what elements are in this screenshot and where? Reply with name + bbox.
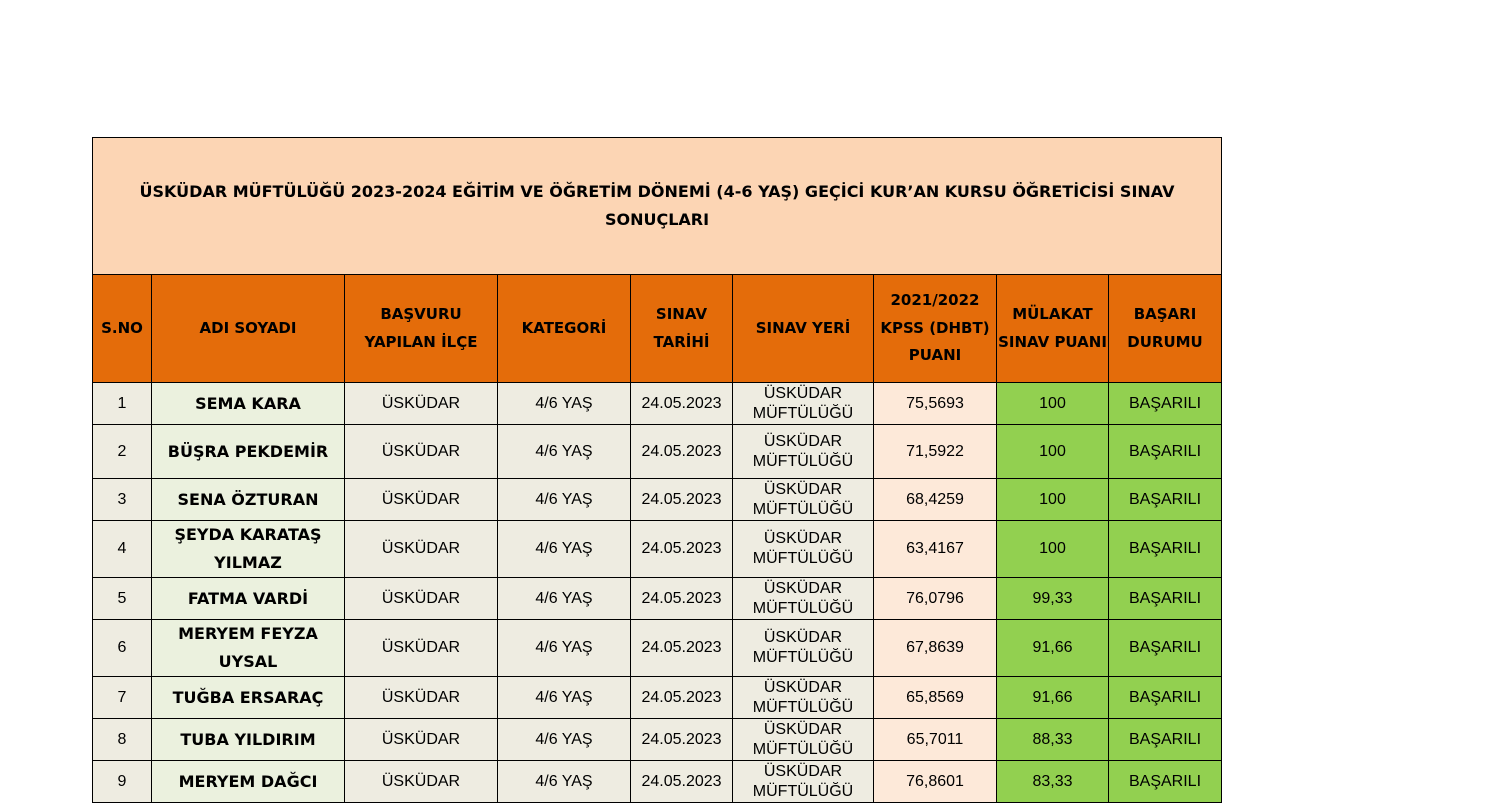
cell-name: TUĞBA ERSARAÇ: [152, 677, 345, 719]
cell-kpss: 76,0796: [874, 578, 997, 620]
cell-name: TUBA YILDIRIM: [152, 719, 345, 761]
cell-yer: ÜSKÜDAR MÜFTÜLÜĞÜ: [733, 425, 874, 479]
cell-tarih: 24.05.2023: [631, 677, 733, 719]
cell-kpss: 65,7011: [874, 719, 997, 761]
cell-mulakat: 100: [997, 521, 1109, 578]
header-name: ADI SOYADI: [152, 275, 345, 383]
cell-kpss: 65,8569: [874, 677, 997, 719]
cell-kategori: 4/6 YAŞ: [498, 677, 631, 719]
cell-durum: BAŞARILI: [1109, 719, 1222, 761]
cell-ilce: ÜSKÜDAR: [345, 383, 498, 425]
cell-sno: 4: [93, 521, 152, 578]
cell-yer: ÜSKÜDAR MÜFTÜLÜĞÜ: [733, 578, 874, 620]
cell-kpss: 76,8601: [874, 761, 997, 803]
cell-sno: 7: [93, 677, 152, 719]
table-row: [93, 521, 1222, 578]
cell-name: ŞEYDA KARATAŞ YILMAZ: [152, 521, 345, 578]
cell-durum: BAŞARILI: [1109, 383, 1222, 425]
cell-mulakat: 100: [997, 425, 1109, 479]
cell-name: BÜŞRA PEKDEMİR: [152, 425, 345, 479]
cell-kategori: 4/6 YAŞ: [498, 425, 631, 479]
cell-durum: BAŞARILI: [1109, 620, 1222, 677]
cell-sno: 2: [93, 425, 152, 479]
cell-mulakat: 91,66: [997, 620, 1109, 677]
results-table: [92, 137, 1222, 803]
cell-yer: ÜSKÜDAR MÜFTÜLÜĞÜ: [733, 620, 874, 677]
cell-kpss: 71,5922: [874, 425, 997, 479]
cell-kategori: 4/6 YAŞ: [498, 383, 631, 425]
cell-ilce: ÜSKÜDAR: [345, 425, 498, 479]
cell-ilce: ÜSKÜDAR: [345, 521, 498, 578]
cell-durum: BAŞARILI: [1109, 578, 1222, 620]
cell-kpss: 63,4167: [874, 521, 997, 578]
cell-mulakat: 100: [997, 479, 1109, 521]
cell-sno: 6: [93, 620, 152, 677]
cell-name: MERYEM DAĞCI: [152, 761, 345, 803]
cell-tarih: 24.05.2023: [631, 719, 733, 761]
cell-name: SEMA KARA: [152, 383, 345, 425]
table-row: [93, 761, 1222, 803]
cell-ilce: ÜSKÜDAR: [345, 719, 498, 761]
title-row: [93, 138, 1222, 275]
header-sno: S.NO: [93, 275, 152, 383]
cell-yer: ÜSKÜDAR MÜFTÜLÜĞÜ: [733, 677, 874, 719]
cell-ilce: ÜSKÜDAR: [345, 677, 498, 719]
cell-sno: 5: [93, 578, 152, 620]
cell-tarih: 24.05.2023: [631, 521, 733, 578]
header-durum: BAŞARI DURUMU: [1109, 275, 1222, 383]
cell-ilce: ÜSKÜDAR: [345, 479, 498, 521]
cell-name: SENA ÖZTURAN: [152, 479, 345, 521]
header-kategori: KATEGORİ: [498, 275, 631, 383]
cell-kategori: 4/6 YAŞ: [498, 521, 631, 578]
cell-mulakat: 83,33: [997, 761, 1109, 803]
cell-name: MERYEM FEYZA UYSAL: [152, 620, 345, 677]
cell-mulakat: 100: [997, 383, 1109, 425]
cell-sno: 8: [93, 719, 152, 761]
table-row: [93, 479, 1222, 521]
table-row: [93, 578, 1222, 620]
cell-yer: ÜSKÜDAR MÜFTÜLÜĞÜ: [733, 719, 874, 761]
cell-mulakat: 99,33: [997, 578, 1109, 620]
header-row: [93, 275, 1222, 383]
cell-tarih: 24.05.2023: [631, 425, 733, 479]
cell-kpss: 67,8639: [874, 620, 997, 677]
table-row: [93, 719, 1222, 761]
cell-sno: 3: [93, 479, 152, 521]
cell-sno: 9: [93, 761, 152, 803]
cell-kategori: 4/6 YAŞ: [498, 479, 631, 521]
cell-tarih: 24.05.2023: [631, 620, 733, 677]
header-yer: SINAV YERİ: [733, 275, 874, 383]
cell-yer: ÜSKÜDAR MÜFTÜLÜĞÜ: [733, 479, 874, 521]
document-title: ÜSKÜDAR MÜFTÜLÜĞÜ 2023-2024 EĞİTİM VE ÖĞRETİM DÖNEMİ (4-6 YAŞ) GEÇİCİ KUR’AN KURSU ÖĞRETİCİSİ SINAV SONUÇLARI: [93, 138, 1222, 275]
cell-sno: 1: [93, 383, 152, 425]
cell-mulakat: 88,33: [997, 719, 1109, 761]
cell-name: FATMA VARDİ: [152, 578, 345, 620]
cell-durum: BAŞARILI: [1109, 425, 1222, 479]
header-mulakat: MÜLAKAT SINAV PUANI: [997, 275, 1109, 383]
cell-ilce: ÜSKÜDAR: [345, 620, 498, 677]
cell-tarih: 24.05.2023: [631, 761, 733, 803]
cell-tarih: 24.05.2023: [631, 578, 733, 620]
cell-tarih: 24.05.2023: [631, 479, 733, 521]
cell-kategori: 4/6 YAŞ: [498, 761, 631, 803]
cell-yer: ÜSKÜDAR MÜFTÜLÜĞÜ: [733, 521, 874, 578]
cell-kpss: 75,5693: [874, 383, 997, 425]
cell-mulakat: 91,66: [997, 677, 1109, 719]
header-tarih: SINAV TARİHİ: [631, 275, 733, 383]
cell-ilce: ÜSKÜDAR: [345, 761, 498, 803]
cell-ilce: ÜSKÜDAR: [345, 578, 498, 620]
cell-durum: BAŞARILI: [1109, 479, 1222, 521]
table-row: [93, 425, 1222, 479]
cell-durum: BAŞARILI: [1109, 521, 1222, 578]
cell-kategori: 4/6 YAŞ: [498, 719, 631, 761]
cell-kategori: 4/6 YAŞ: [498, 578, 631, 620]
table-row: [93, 677, 1222, 719]
cell-kpss: 68,4259: [874, 479, 997, 521]
table-row: [93, 383, 1222, 425]
cell-yer: ÜSKÜDAR MÜFTÜLÜĞÜ: [733, 383, 874, 425]
cell-yer: ÜSKÜDAR MÜFTÜLÜĞÜ: [733, 761, 874, 803]
cell-kategori: 4/6 YAŞ: [498, 620, 631, 677]
header-ilce: BAŞVURU YAPILAN İLÇE: [345, 275, 498, 383]
cell-durum: BAŞARILI: [1109, 761, 1222, 803]
cell-durum: BAŞARILI: [1109, 677, 1222, 719]
cell-tarih: 24.05.2023: [631, 383, 733, 425]
header-kpss: 2021/2022 KPSS (DHBT) PUANI: [874, 275, 997, 383]
table-row: [93, 620, 1222, 677]
